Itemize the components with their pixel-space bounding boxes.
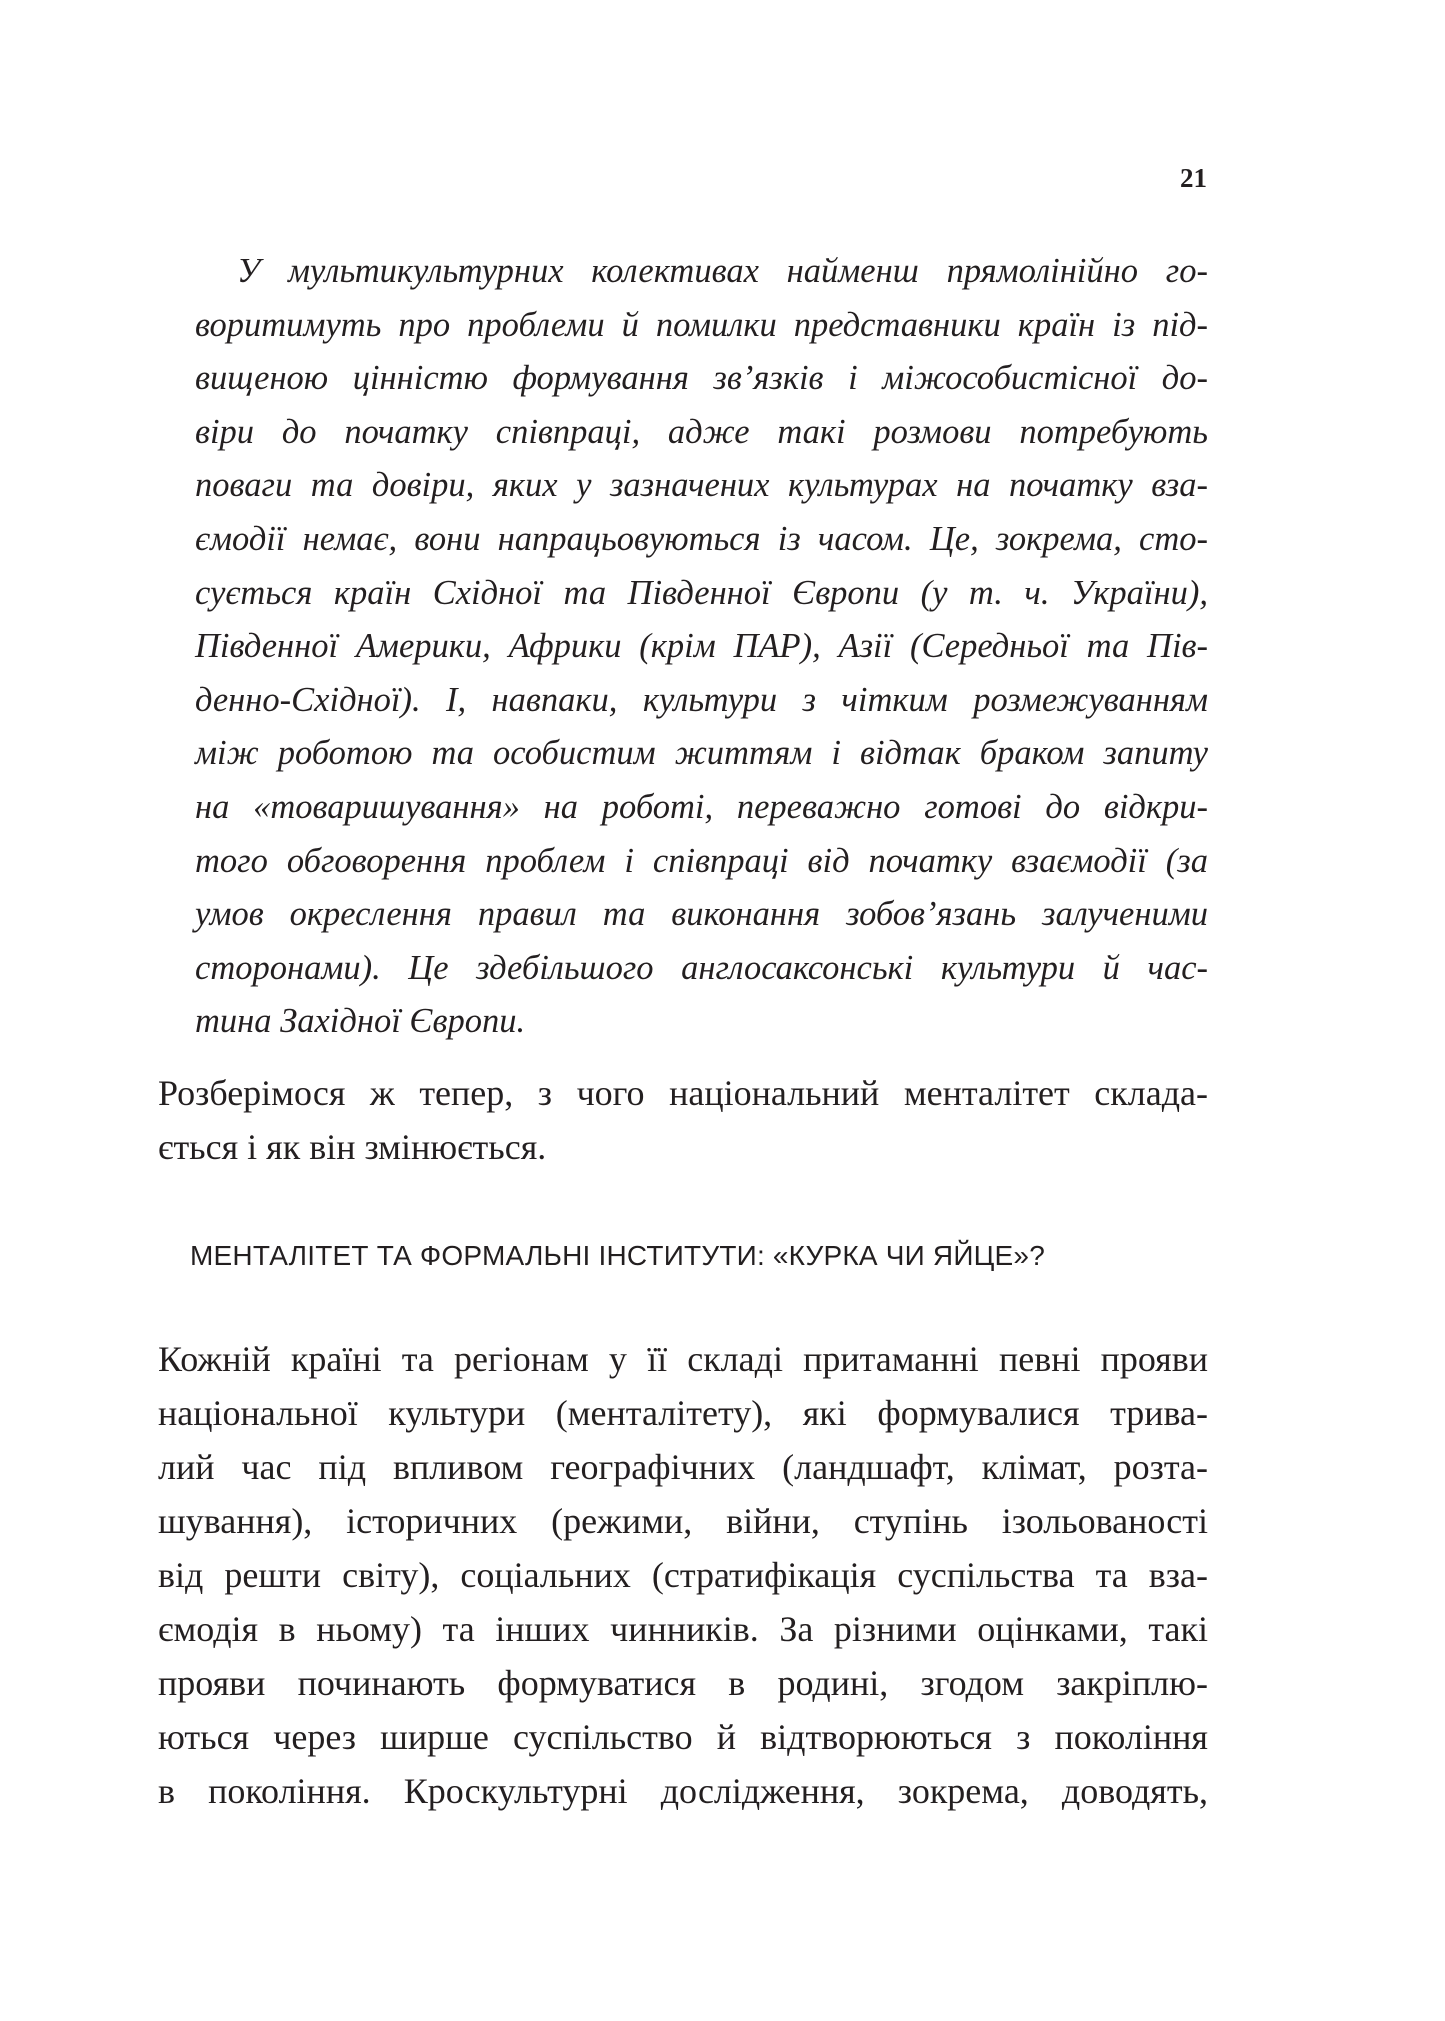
body-line: від решти світу), соціальних (стратифікація суспільства та вза- — [158, 1555, 1208, 1595]
quote-line: між роботою та особистим життям і відтак браком запиту — [195, 734, 1208, 773]
body-line: шування), історичних (режими, війни, ступінь ізольованості — [158, 1501, 1208, 1541]
quote-line: умов окреслення правил та виконання зобов’язань залученими — [195, 895, 1208, 934]
intro-line: Розберімося ж тепер, з чого національний менталітет склада- — [158, 1073, 1208, 1113]
body-line: ються через ширше суспільство й відтворюються з покоління — [158, 1717, 1208, 1757]
body-line: національної культури (менталітету), які формувалися трива- — [158, 1393, 1208, 1433]
quote-line: на «товаришування» на роботі, переважно готові до відкри- — [195, 787, 1208, 826]
body-line: ємодія в ньому) та інших чинників. За різними оцінками, такі — [158, 1609, 1208, 1649]
quote-line: воритимуть про проблеми й помилки представники країн із під- — [195, 305, 1208, 344]
body-paragraph — [158, 1332, 1208, 1818]
quote-line: віри до початку співпраці, адже такі розмови потребують — [195, 412, 1208, 451]
quote-line: Південної Америки, Африки (крім ПАР), Азії (Середньої та Пів- — [195, 627, 1208, 666]
body-line: в покоління. Кроскультурні дослідження, зокрема, доводять, — [158, 1771, 1208, 1811]
body-line: лий час під впливом географічних (ландшафт, клімат, розта- — [158, 1447, 1208, 1487]
quote-line: денно-Східної). І, навпаки, культури з чітким розмежуванням — [195, 680, 1208, 719]
quote-line: сується країн Східної та Південної Європи (у т. ч. України), — [195, 573, 1208, 612]
quote-line: ємодії немає, вони напрацьовуються із часом. Це, зокрема, сто- — [195, 519, 1208, 558]
section-heading: МЕНТАЛІТЕТ ТА ФОРМАЛЬНІ ІНСТИТУТИ: «КУРКА ЧИ ЯЙЦЕ»? — [190, 1240, 1045, 1271]
quote-line: того обговорення проблем і співпраці від початку взаємодії (за — [195, 841, 1208, 880]
page-number: 21 — [1180, 163, 1207, 193]
body-line: Кожній країні та регіонам у її складі притаманні певні прояви — [158, 1339, 1208, 1379]
quote-line: тина Західної Європи. — [195, 1002, 526, 1041]
quote-line: поваги та довіри, яких у зазначених культурах на початку вза- — [195, 466, 1208, 505]
intro-paragraph — [158, 1066, 1208, 1174]
italic-quote-paragraph — [195, 245, 1208, 1049]
quote-line: вищеною цінністю формування зв’язків і міжособистісної до- — [195, 359, 1208, 398]
body-line: прояви починають формуватися в родині, згодом закріплю- — [158, 1663, 1208, 1703]
quote-line: сторонами). Це здебільшого англосаксонські культури й час- — [195, 948, 1208, 987]
quote-line: У мультикультурних колективах найменш прямолінійно го- — [237, 252, 1208, 290]
intro-line: ється і як він змінюється. — [158, 1127, 547, 1167]
